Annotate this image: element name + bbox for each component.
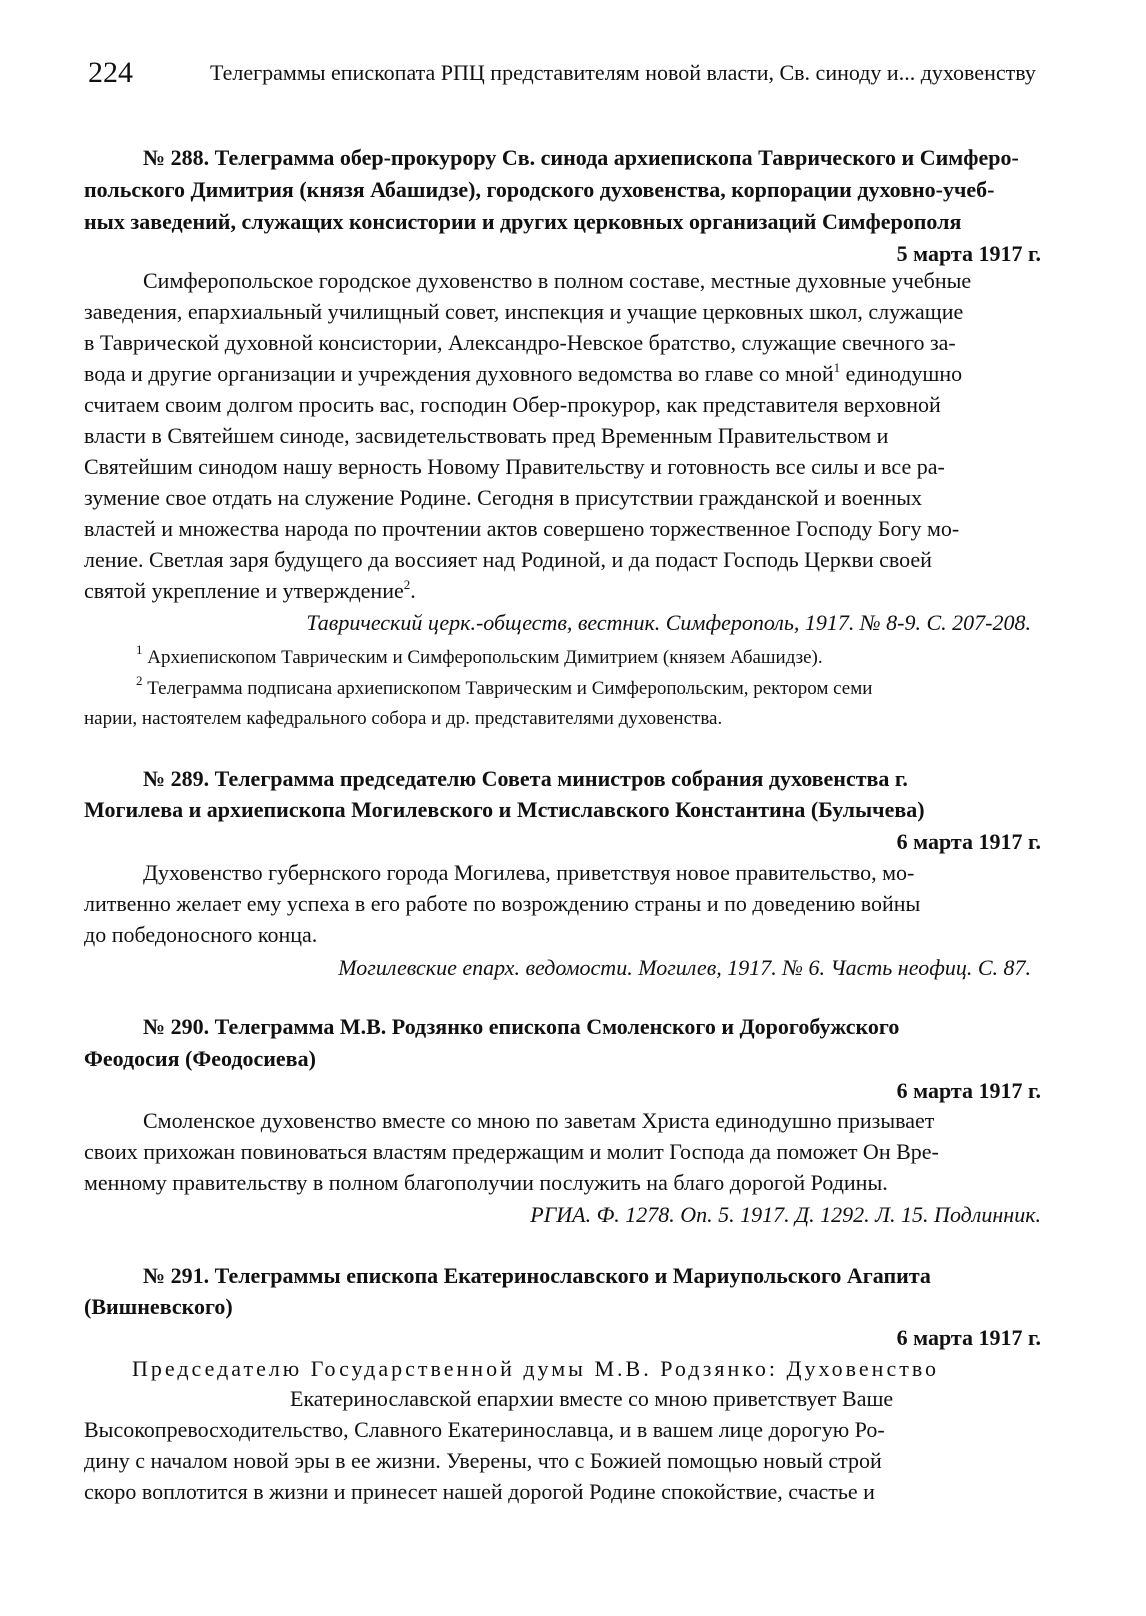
footnote-ref: 2 [403,577,411,592]
doc288-body-line: заведения, епархиальный училищный совет, инспекция и учащие церковных школ, служащие [84,299,964,324]
doc291-body-line: Высокопревосходительство, Славного Екатеринославца, и в вашем лице дорогую Ро- [84,1417,885,1442]
doc288-body-line [84,578,416,604]
doc289-date: 6 марта 1917 г. [896,829,1041,854]
running-title: Телеграммы епископата РПЦ представителям новой власти, Св. синоду и... духовенству [210,60,1036,85]
doc289-title-line: Могилева и архиепископа Могилевского и Мстиславского Константина (Булычева) [84,797,925,822]
doc288-title-text: польского Димитрия (князя Абашидзе), городского духовенства, корпорации духовно-учеб- [84,177,995,202]
doc288-body-text: единодушно [845,361,963,386]
doc291-body-line: Екатеринославской епархии вместе со мною приветствует Ваше [290,1386,894,1411]
doc288-body-line: считаем своим долгом просить вас, господин Обер-прокурор, как представителя верховной [84,392,941,417]
doc288-title-text: ных заведений, служащих консистории и других церковных организаций Симферополя [84,209,962,234]
doc288-body-line: в Таврической духовной консистории, Александро-Невское братство, служащие свечного за- [84,330,956,355]
doc288-body-line [84,361,962,387]
doc290-title-line: Феодосия (Феодосиева) [84,1046,316,1071]
doc289-body-line: Духовенство губернского города Могилева, приветствуя новое правительство, мо- [143,860,915,885]
doc289-title-text: № 289. Телеграмма председателю Совета министров собрания духовенства г. [143,766,908,791]
doc288-source: Таврический церк.-обществ, вестник. Симферополь, 1917. № 8-9. С. 207-208. [306,610,1031,635]
doc288-title-line [84,177,1041,203]
doc288-body-line: зумение свое отдать на служение Родине. Сегодня в присутствии гражданской и военных [84,485,923,510]
doc290-title-line [143,1014,1041,1040]
doc291-title-text: № 291. Телеграммы епископа Екатеринославского и Мариупольского Агапита [143,1263,931,1288]
doc289-body-line: литвенно желает ему успеха в его работе по возрождению страны и по доведению войны [84,891,921,916]
doc290-body-line: своих прихожан повиноваться властям предержащим и молит Господа да поможет Он Вре- [84,1139,939,1164]
doc289-body-line: до победоносного конца. [84,922,318,947]
doc288-title-line [143,145,1041,171]
doc288-body-text: вода и другие организации и учреждения духовного ведомства во главе со мной [84,361,834,386]
doc291-title-line: (Вишневского) [84,1294,233,1319]
doc291-date: 6 марта 1917 г. [896,1325,1041,1350]
doc289-title-line [143,766,1041,792]
doc288-body-text: власти в Святейшем синоде, засвидетельствовать пред Временным Правительством и [84,423,889,448]
doc288-title-text: № 288. Телеграмма обер-прокурору Св. синода архиепископа Таврического и Симферо- [143,145,1019,170]
doc289-source: Могилевские епарх. ведомости. Могилев, 1917. № 6. Часть неофиц. С. 87. [338,955,1031,980]
doc290-title-text: № 290. Телеграмма М.В. Родзянко епископа Смоленского и Дорогобужского [143,1014,900,1039]
doc291-body-line: дину с началом новой эры в ее жизни. Уверены, что с Божией помощью новый строй [84,1448,882,1473]
footnote-text: Архиепископом Таврическим и Симферопольским Димитрием (князем Абашидзе). [147,647,823,668]
footnote-1 [136,642,823,671]
doc288-body-line: Симферопольское городское духовенство в полном составе, местные духовные учебные [143,268,972,293]
doc288-body-line: властей и множества народа по прочтении актов совершено торжественное Господу Богу мо- [84,516,960,541]
footnote-mark: 1 [136,642,143,657]
footnote-ref: 1 [833,360,841,375]
doc288-body-line: ление. Светлая заря будущего да воссияет над Родиной, и да подаст Господь Церкви своей [84,547,932,572]
footnote-text: Телеграмма подписана архиепископом Таврическим и Симферопольским, ректором семи [147,678,873,699]
footnote-mark: 2 [136,673,143,688]
footnote-2 [136,673,873,702]
doc290-body-line: менному правительству в полном благополучии послужить на благо дорогой Родины. [84,1170,888,1195]
doc291-title-line [143,1263,1041,1289]
doc288-title-line [84,209,961,235]
doc291-body-line: Председателю Государственной думы М.В. Родзянко: Духовенство [132,1356,940,1381]
footnote-2-cont: нарии, настоятелем кафедрального собора и др. представителями духовенства. [84,708,723,729]
doc288-body-line: Святейшим синодом нашу верность Новому Правительству и готовность все силы и все ра- [84,454,945,479]
doc288-body-text: святой укрепление и утверждение [84,578,404,603]
doc290-source: РГИА. Ф. 1278. Оп. 5. 1917. Д. 1292. Л. 15. Подлинник. [530,1202,1041,1227]
doc290-date: 6 марта 1917 г. [896,1078,1041,1103]
doc290-body-line: Смоленское духовенство вместе со мною по заветам Христа единодушно призывает [143,1108,935,1133]
page-number: 224 [88,56,133,89]
period: . [410,578,416,603]
doc288-body-line [84,423,1041,449]
doc291-body-line: скоро воплотится в жизни и принесет нашей дорогой Родине спокойствие, счастье и [84,1479,875,1504]
doc288-date: 5 марта 1917 г. [896,241,1041,266]
